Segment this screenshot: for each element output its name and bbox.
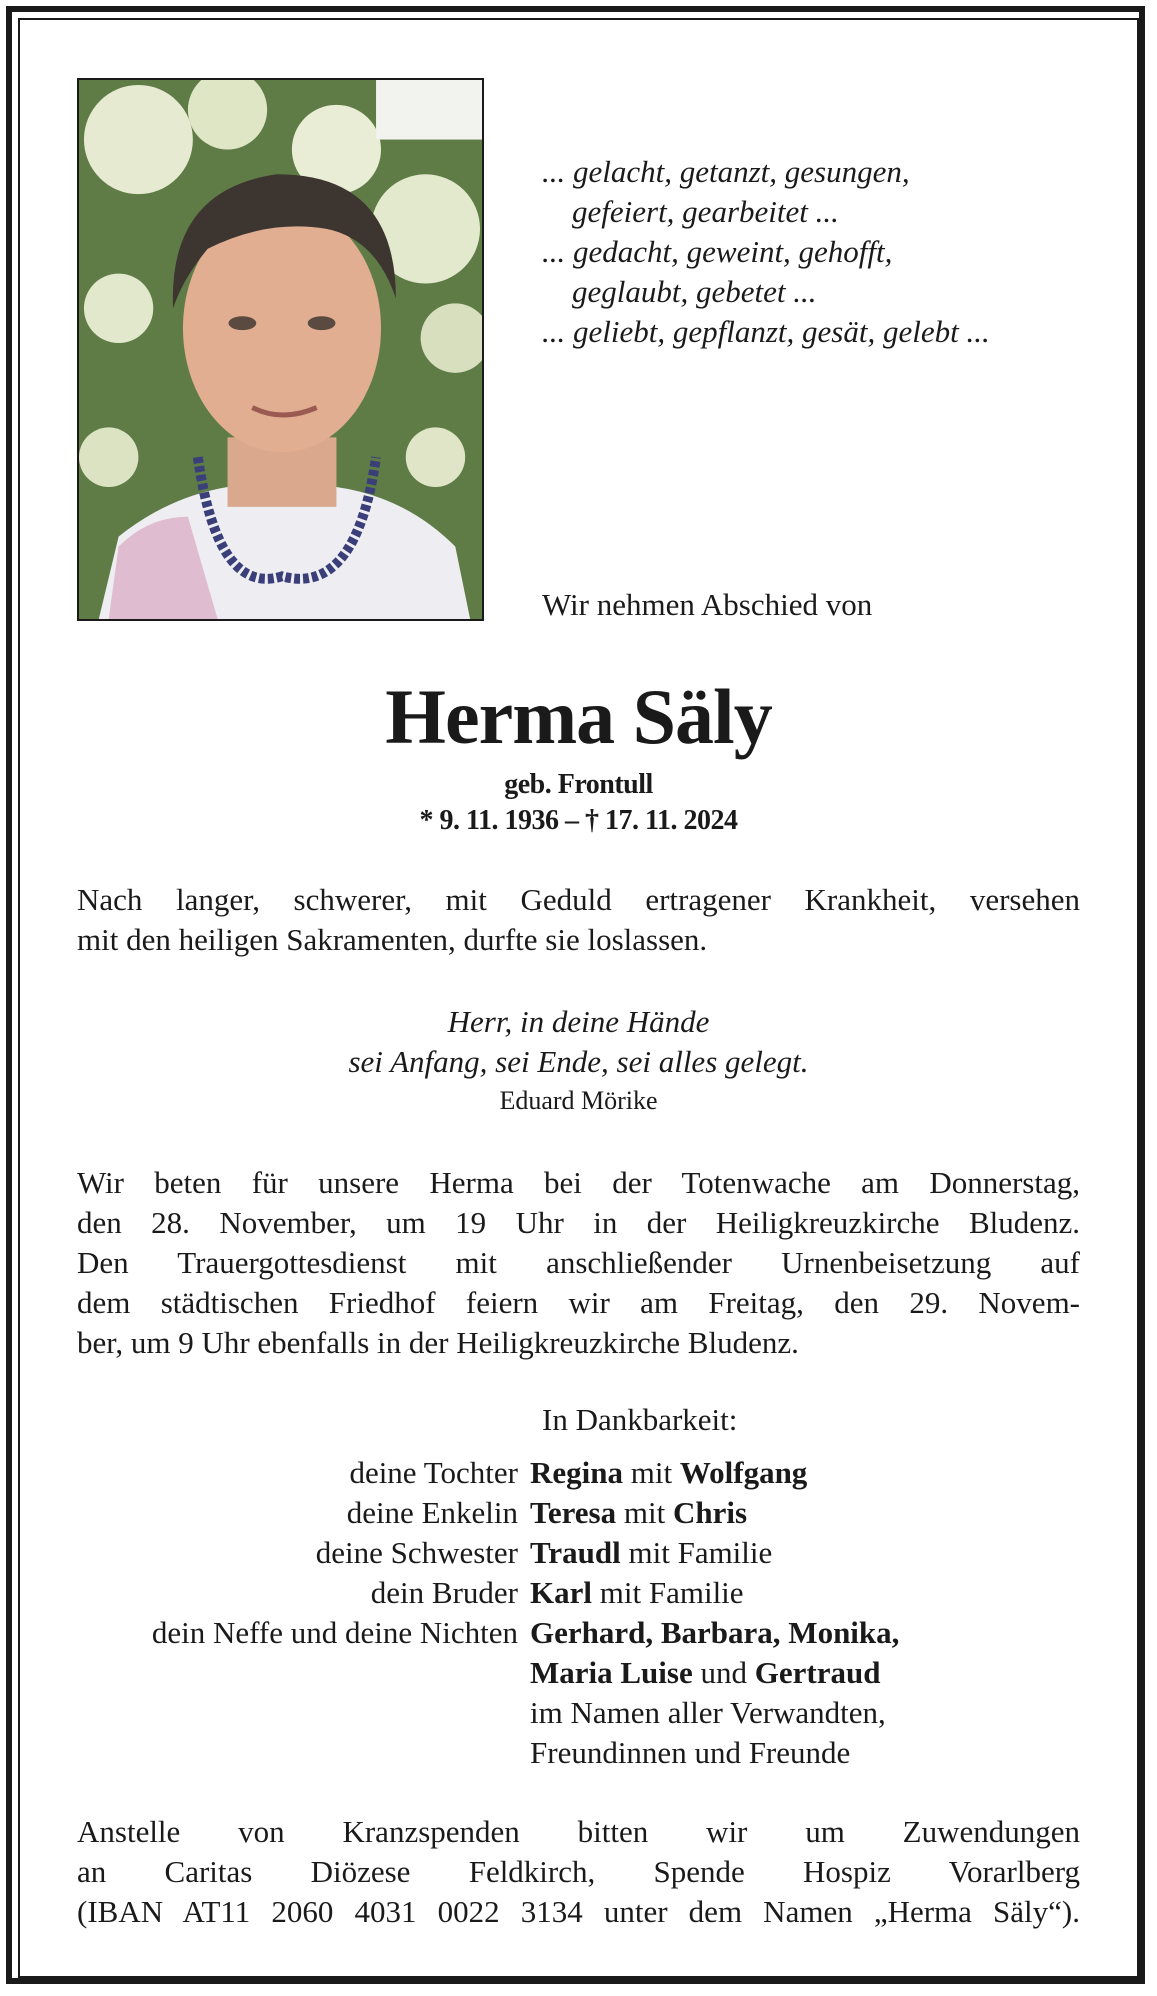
mourner-relation: dein Bruder: [370, 1575, 518, 1610]
mourner-row: [60, 1453, 1100, 1493]
mourner-row: [60, 1613, 1100, 1653]
mourner-connector: mit Familie: [592, 1575, 744, 1610]
mourner-row: [60, 1573, 1100, 1613]
mourner-relation: [60, 1653, 530, 1693]
quote-line: Herr, in deine Hände: [447, 1004, 710, 1039]
mourner-row: [60, 1653, 1100, 1693]
text-line: Wir beten für unsere Herma bei der Totenwache am Donnerstag,: [77, 1165, 1080, 1200]
quote-line: sei Anfang, sei Ende, sei alles gelegt.: [348, 1044, 809, 1079]
mourner-name: Gerhard, Barbara, Monika,: [530, 1615, 900, 1650]
mourner-row: [60, 1493, 1100, 1533]
life-dates: * 9. 11. 1936 – † 17. 11. 2024: [419, 805, 738, 836]
mourner-relation: deine Enkelin: [346, 1495, 518, 1530]
mourner-connector: und: [692, 1655, 755, 1690]
deceased-name: Herma Säly: [385, 673, 772, 760]
mourners-list: [60, 1453, 1100, 1773]
text-line: mit den heiligen Sakramenten, durfte sie loslassen.: [77, 922, 708, 957]
mourner-name: Karl: [530, 1575, 592, 1610]
text-line: Anstelle von Kranzspenden bitten wir um Zuwendungen: [77, 1814, 1080, 1849]
mourner-rest: Freundinnen und Freunde: [530, 1735, 851, 1770]
verse-line: geglaubt, gebetet ...: [572, 274, 817, 309]
verse-line: gefeiert, gearbeitet ...: [572, 194, 839, 229]
text-line: dem städtischen Friedhof feiern wir am Freitag, den 29. Novem-: [77, 1285, 1080, 1320]
mourner-connector: mit: [616, 1495, 673, 1530]
mourner-row: [60, 1533, 1100, 1573]
mourner-connector: mit Familie: [620, 1535, 773, 1570]
verse-line: ... gelacht, getanzt, gesungen,: [542, 154, 910, 189]
text-line: Nach langer, schwerer, mit Geduld ertragener Krankheit, versehen: [77, 882, 1080, 917]
mourner-relation: [60, 1693, 530, 1733]
mourner-relation: [60, 1733, 530, 1773]
text-line: an Caritas Diözese Feldkirch, Spende Hospiz Vorarlberg: [77, 1854, 1080, 1889]
mourner-relation: deine Tochter: [349, 1455, 518, 1490]
quote-author: Eduard Mörike: [499, 1086, 658, 1115]
mourner-name: Gertraud: [754, 1655, 881, 1690]
text-line: den 28. November, um 19 Uhr in der Heiligkreuzkirche Bludenz.: [77, 1205, 1080, 1240]
opening-verse: [542, 152, 1102, 352]
text-line: (IBAN AT11 2060 4031 0022 3134 unter dem Namen „Herma Säly“).: [77, 1894, 1080, 1929]
mourner-name: Maria Luise: [530, 1655, 693, 1690]
farewell-intro: Wir nehmen Abschied von: [542, 587, 873, 622]
quote: [0, 1002, 1157, 1082]
mourner-relation: deine Schwester: [315, 1535, 518, 1570]
mourner-rest: im Namen aller Verwandten,: [530, 1695, 886, 1730]
mourner-name: Chris: [672, 1495, 748, 1530]
birth-name: geb. Frontull: [504, 769, 653, 800]
mourner-row: [60, 1733, 1100, 1773]
verse-line: ... gedacht, geweint, gehofft,: [542, 234, 893, 269]
verse-line: ... geliebt, gepflanzt, gesät, gelebt ...: [542, 314, 990, 349]
mourner-name: Wolfgang: [679, 1455, 808, 1490]
mourner-row: [60, 1693, 1100, 1733]
mourner-connector: mit: [623, 1455, 680, 1490]
mourner-name: Traudl: [530, 1535, 621, 1570]
mourner-relation: dein Neffe und deine Nichten: [151, 1615, 518, 1650]
text-line: Den Trauergottesdienst mit anschließender Urnenbeisetzung auf: [77, 1245, 1080, 1280]
service-paragraph: [77, 1163, 1080, 1363]
mourner-name: Teresa: [530, 1495, 617, 1530]
illness-paragraph: [77, 880, 1080, 960]
thanks-heading: In Dankbarkeit:: [542, 1402, 738, 1437]
donation-paragraph: [77, 1812, 1080, 1932]
mourner-name: Regina: [530, 1455, 623, 1490]
text-line: ber, um 9 Uhr ebenfalls in der Heiligkreuzkirche Bludenz.: [77, 1325, 799, 1360]
portrait-photo: [77, 78, 484, 621]
